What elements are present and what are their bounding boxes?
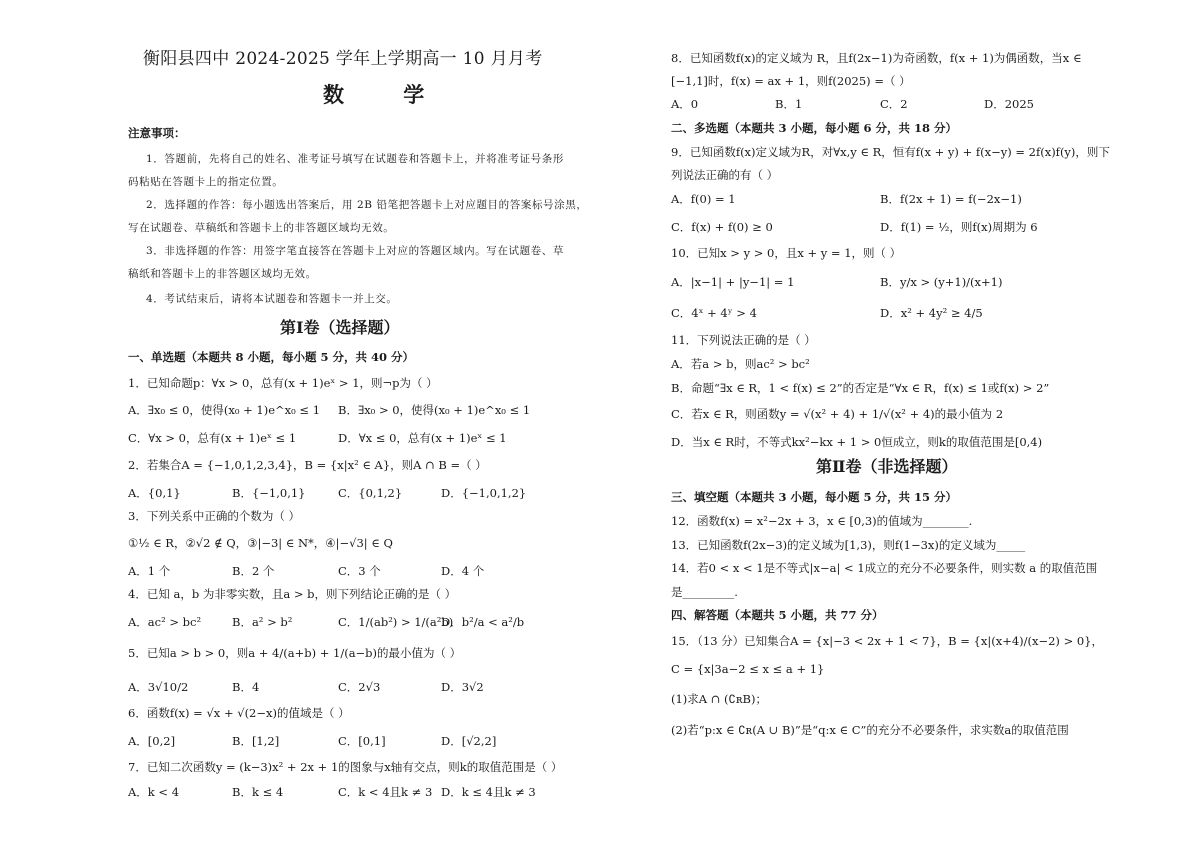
q1-option-b: B．∃x₀ > 0，使得(x₀ + 1)e^x₀ ≤ 1: [338, 403, 531, 417]
notice-2a: 2．选择题的作答：每小题选出答案后，用 2B 铅笔把答题卡上对应题目的答案标号涂黑，: [146, 199, 588, 211]
part1-title: 第Ⅰ卷（选择题）: [280, 318, 400, 337]
notice-3b: 稿纸和答题卡上的非答题区域均无效。: [128, 268, 317, 280]
q6-option-d: D．[√2,2]: [441, 734, 497, 748]
question-1: 1．已知命题p：∀x > 0，总有(x + 1)eˣ > 1，则¬p为（ ）: [128, 376, 438, 390]
q9-option-d: D．f(1) = ½，则f(x)周期为 6: [880, 220, 1038, 234]
notice-1b: 码粘贴在答题卡上的指定位置。: [128, 176, 284, 188]
q11-option-c: C．若x ∈ R，则函数y = √(x² + 4) + 1/√(x² + 4)的最小值为 2: [671, 407, 1004, 421]
q2-option-b: B．{−1,0,1}: [232, 486, 306, 500]
q10-option-b: B．y/x > (y+1)/(x+1): [880, 275, 1003, 289]
question-9-line1: 9．已知函数f(x)定义域为R，对∀x,y ∈ R，恒有f(x + y) + f(x−y) = 2f(x)f(y)，则下: [671, 145, 1110, 159]
question-13: 13．已知函数f(2x−3)的定义域为[1,3)，则f(1−3x)的定义域为_____: [671, 538, 1026, 552]
question-4: 4．已知 a，b 为非零实数，且a > b，则下列结论正确的是（ ）: [128, 587, 457, 601]
q5-option-c: C．2√3: [338, 680, 381, 694]
q5-option-b: B．4: [232, 680, 260, 694]
q1-option-c: C．∀x > 0，总有(x + 1)eˣ ≤ 1: [128, 431, 297, 445]
q3-option-b: B．2 个: [232, 564, 275, 578]
q1-option-a: A．∃x₀ ≤ 0，使得(x₀ + 1)e^x₀ ≤ 1: [128, 403, 321, 417]
q2-option-c: C．{0,1,2}: [338, 486, 403, 500]
q6-option-a: A．[0,2]: [128, 734, 176, 748]
question-15-line1: 15．（13 分）已知集合A = {x|−3 < 2x + 1 < 7}，B = {x|(x+4)/(x−2) > 0}，: [671, 634, 1103, 648]
question-14-line1: 14．若0 < x < 1是不等式|x−a| < 1成立的充分不必要条件，则实数 a 的取值范围: [671, 561, 1098, 575]
question-15-part2: (2)若“p:x ∈ ∁ʀ(A ∪ B)”是“q:x ∈ C”的充分不必要条件，求实数a的取值范围: [671, 723, 1069, 737]
question-5: 5．已知a > b > 0，则a + 4/(a+b) + 1/(a−b)的最小值为（ ）: [128, 646, 462, 660]
q5-option-a: A．3√10/2: [128, 680, 189, 694]
notice-3a: 3．非选择题的作答：用签字笔直接答在答题卡上对应的答题区域内。写在试题卷、草: [146, 245, 564, 257]
q2-option-a: A．{0,1}: [128, 486, 181, 500]
q8-option-c: C．2: [880, 97, 908, 111]
q2-option-d: D．{−1,0,1,2}: [441, 486, 527, 500]
q7-option-b: B．k ≤ 4: [232, 785, 284, 799]
q8-option-b: B．1: [775, 97, 803, 111]
q7-option-a: A．k < 4: [128, 785, 180, 799]
q11-option-b: B．命题“∃x ∈ R，1 < f(x) ≤ 2”的否定是“∀x ∈ R，f(x) ≤ 1或f(x) > 2”: [671, 381, 1050, 395]
exam-title: 衡阳县四中 2024-2025 学年上学期高一 10 月月考: [143, 49, 543, 69]
subject-title: 数 学: [323, 82, 451, 107]
q9-option-a: A．f(0) = 1: [671, 192, 736, 206]
question-3-statements: ①½ ∈ R，②√2 ∉ Q，③|−3| ∈ N*，④|−√3| ∈ Q: [128, 536, 393, 550]
question-7: 7．已知二次函数y = (k−3)x² + 2x + 1的图象与x轴有交点，则k的取值范围是（ ）: [128, 760, 563, 774]
q11-option-d: D．当x ∈ R时，不等式kx²−kx + 1 > 0恒成立，则k的取值范围是[0,4): [671, 435, 1043, 449]
q6-option-c: C．[0,1]: [338, 734, 386, 748]
notice-heading: 注意事项：: [128, 126, 186, 140]
question-15-part1: (1)求A ∩ (∁ʀB)；: [671, 692, 767, 706]
question-11: 11．下列说法正确的是（ ）: [671, 333, 816, 347]
q10-option-c: C．4ˣ + 4ʸ > 4: [671, 306, 757, 320]
question-15-line2: C = {x|3a−2 ≤ x ≤ a + 1}: [671, 662, 825, 676]
question-8-line2: [−1,1]时，f(x) = ax + 1，则f(2025) =（ ）: [671, 74, 911, 88]
section3-heading: 三、填空题（本题共 3 小题，每小题 5 分，共 15 分）: [671, 490, 958, 504]
q9-option-c: C．f(x) + f(0) ≥ 0: [671, 220, 773, 234]
part2-title: 第Ⅱ卷（非选择题）: [816, 457, 958, 476]
q5-option-d: D．3√2: [441, 680, 484, 694]
q8-option-d: D．2025: [984, 97, 1034, 111]
section2-heading: 二、多选题（本题共 3 小题，每小题 6 分，共 18 分）: [671, 121, 958, 135]
q4-option-c: C．1/(ab²) > 1/(a²b): [338, 615, 454, 629]
question-8-line1: 8．已知函数f(x)的定义域为 R，且f(2x−1)为奇函数，f(x + 1)为偶函数，当x ∈: [671, 51, 1082, 65]
section4-heading: 四、解答题（本题共 5 小题，共 77 分）: [671, 608, 884, 622]
question-2: 2．若集合A = {−1,0,1,2,3,4}，B = {x|x² ∈ A}，则A ∩ B =（ ）: [128, 458, 487, 472]
question-6: 6．函数f(x) = √x + √(2−x)的值域是（ ）: [128, 706, 350, 720]
q11-option-a: A．若a > b，则ac² > bc²: [671, 357, 810, 371]
notice-4: 4．考试结束后，请将本试题卷和答题卡一并上交。: [146, 293, 398, 305]
q6-option-b: B．[1,2]: [232, 734, 280, 748]
question-14-line2: 是_________.: [671, 585, 738, 599]
q7-option-c: C．k < 4且k ≠ 3: [338, 785, 433, 799]
section1-heading: 一、单选题（本题共 8 小题，每小题 5 分，共 40 分）: [128, 350, 415, 364]
q8-option-a: A．0: [671, 97, 699, 111]
question-3: 3．下列关系中正确的个数为（ ）: [128, 509, 300, 523]
q4-option-a: A．ac² > bc²: [128, 615, 202, 629]
q3-option-a: A．1 个: [128, 564, 171, 578]
question-12: 12．函数f(x) = x²−2x + 3，x ∈ [0,3)的值域为________.: [671, 514, 973, 528]
question-9-line2: 列说法正确的有（ ）: [671, 168, 779, 182]
notice-1a: 1．答题前，先将自己的姓名、准考证号填写在试题卷和答题卡上，并将准考证号条形: [146, 153, 564, 165]
q4-option-b: B．a² > b²: [232, 615, 293, 629]
q10-option-a: A．|x−1| + |y−1| = 1: [671, 275, 795, 289]
q7-option-d: D．k ≤ 4且k ≠ 3: [441, 785, 536, 799]
q9-option-b: B．f(2x + 1) = f(−2x−1): [880, 192, 1022, 206]
q1-option-d: D．∀x ≤ 0，总有(x + 1)eˣ ≤ 1: [338, 431, 507, 445]
question-10: 10．已知x > y > 0，且x + y = 1，则（ ）: [671, 246, 902, 260]
q3-option-c: C．3 个: [338, 564, 381, 578]
q4-option-d: D．b²/a < a²/b: [441, 615, 525, 629]
notice-2b: 写在试题卷、草稿纸和答题卡上的非答题区域均无效。: [128, 222, 395, 234]
q10-option-d: D．x² + 4y² ≥ 4/5: [880, 306, 983, 320]
q3-option-d: D．4 个: [441, 564, 485, 578]
